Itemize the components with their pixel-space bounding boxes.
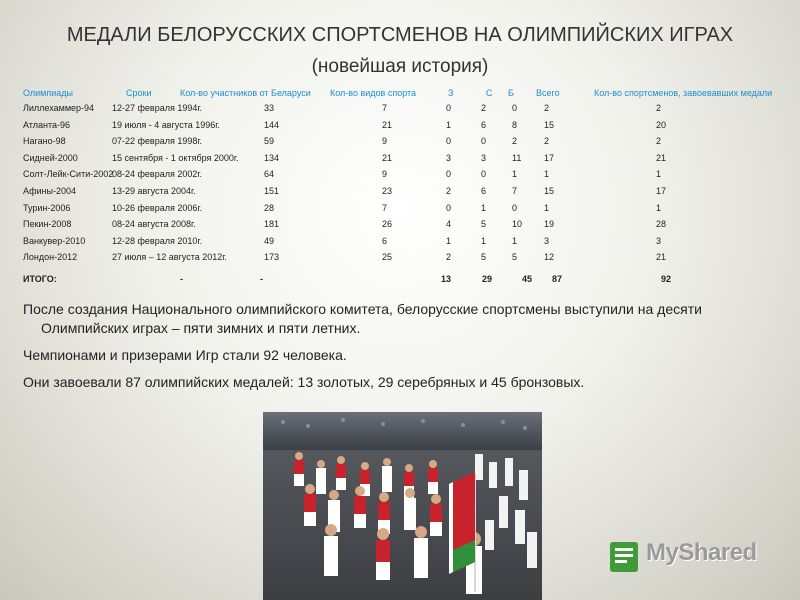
cell-gold: 0 xyxy=(446,169,452,180)
cell-dates: 19 июля - 4 августа 1996г. xyxy=(112,119,220,130)
cell-sports: 21 xyxy=(382,119,393,130)
cell-gold: 2 xyxy=(446,186,452,196)
cell-sports: 26 xyxy=(382,219,393,230)
cell-sports: 9 xyxy=(382,169,388,180)
cell-bronze: 8 xyxy=(512,119,518,130)
cell-games: Лондон-2012 xyxy=(23,252,78,263)
myshared-logo-text: MyShared xyxy=(646,539,757,566)
cell-medalists: 21 xyxy=(656,252,667,263)
cell-total: 2 xyxy=(544,136,550,147)
cell-games: Сидней-2000 xyxy=(23,152,78,163)
cell-sports: 6 xyxy=(382,235,388,246)
cell-dates: 12-28 февраля 2010г. xyxy=(112,235,203,246)
cell-participants: 59 xyxy=(264,136,275,147)
cell-bronze: 7 xyxy=(512,186,518,196)
cell-total: 17 xyxy=(544,152,555,163)
cell-games: Ванкувер-2010 xyxy=(23,235,86,246)
header-dates: Сроки xyxy=(126,88,152,98)
slide-title: МЕДАЛИ БЕЛОРУССКИХ СПОРТСМЕНОВ НА ОЛИМПИЙСКИХ ИГРАХ xyxy=(66,24,734,46)
cell-games: Афины-2004 xyxy=(23,186,76,196)
cell-gold: 0 xyxy=(446,103,452,113)
cell-silver: 6 xyxy=(481,119,487,130)
totals-bronze: 45 xyxy=(522,274,533,284)
cell-medalists: 2 xyxy=(656,136,662,147)
cell-dates: 15 сентября - 1 октября 2000г. xyxy=(112,152,239,163)
cell-total: 15 xyxy=(544,186,555,196)
parade-illustration xyxy=(263,412,542,600)
cell-medalists: 20 xyxy=(656,119,667,130)
cell-dates: 27 июля – 12 августа 2012г. xyxy=(112,252,227,263)
olympic-parade-photo xyxy=(263,412,542,600)
cell-total: 15 xyxy=(544,119,555,130)
totals-participants: - xyxy=(180,274,183,284)
cell-sports: 7 xyxy=(382,103,388,113)
cell-total: 12 xyxy=(544,252,555,263)
cell-silver: 1 xyxy=(481,202,487,213)
cell-games: Турин-2006 xyxy=(23,202,71,213)
cell-sports: 7 xyxy=(382,202,388,213)
cell-participants: 28 xyxy=(264,202,275,213)
cell-silver: 6 xyxy=(481,186,487,196)
cell-total: 1 xyxy=(544,202,550,213)
cell-medalists: 1 xyxy=(656,202,662,213)
header-games: Олимпиады xyxy=(23,88,73,98)
cell-gold: 1 xyxy=(446,235,452,246)
cell-participants: 181 xyxy=(264,219,280,230)
cell-games: Пекин-2008 xyxy=(23,219,72,230)
totals-label: ИТОГО: xyxy=(23,274,57,284)
paragraph-3: Они завоевали 87 олимпийских медалей: 13 золотых, 29 серебряных и 45 бронзовых. xyxy=(23,374,585,390)
cell-games: Солт-Лейк-Сити-2002 xyxy=(23,169,114,180)
header-participants: Кол-во участников от Беларуси xyxy=(180,88,311,98)
cell-silver: 3 xyxy=(481,152,487,163)
cell-silver: 5 xyxy=(481,219,487,230)
cell-participants: 144 xyxy=(264,119,280,130)
cell-gold: 1 xyxy=(446,119,452,130)
cell-silver: 2 xyxy=(481,103,487,113)
cell-participants: 49 xyxy=(264,235,275,246)
cell-dates: 07-22 февраля 1998г. xyxy=(112,136,203,147)
cell-silver: 0 xyxy=(481,136,487,147)
cell-gold: 0 xyxy=(446,136,452,147)
cell-medalists: 3 xyxy=(656,235,662,246)
cell-participants: 33 xyxy=(264,103,275,113)
cell-bronze: 10 xyxy=(512,219,523,230)
cell-total: 1 xyxy=(544,169,550,180)
cell-bronze: 1 xyxy=(512,235,518,246)
header-gold: З xyxy=(448,88,454,98)
header-sports: Кол-во видов спорта xyxy=(330,88,417,98)
cell-dates: 08-24 августа 2008г. xyxy=(112,219,196,230)
cell-bronze: 0 xyxy=(512,103,518,113)
cell-dates: 12-27 февраля 1994г. xyxy=(112,103,203,113)
cell-games: Лиллехаммер-94 xyxy=(23,103,95,113)
cell-participants: 173 xyxy=(264,252,280,263)
cell-total: 19 xyxy=(544,219,555,230)
totals-sports: - xyxy=(260,274,263,284)
cell-sports: 9 xyxy=(382,136,388,147)
header-total: Всего xyxy=(536,88,560,98)
cell-sports: 21 xyxy=(382,152,393,163)
totals-silver: 29 xyxy=(482,274,493,284)
cell-gold: 3 xyxy=(446,152,452,163)
cell-bronze: 2 xyxy=(512,136,518,147)
cell-bronze: 5 xyxy=(512,252,518,263)
cell-games: Атланта-96 xyxy=(23,119,70,130)
cell-medalists: 1 xyxy=(656,169,662,180)
cell-dates: 08-24 февраля 2002г. xyxy=(112,169,203,180)
totals-medalists: 92 xyxy=(661,274,672,284)
cell-dates: 10-26 февраля 2006г. xyxy=(112,202,203,213)
totals-total: 87 xyxy=(552,274,563,284)
cell-participants: 64 xyxy=(264,169,275,180)
cell-gold: 4 xyxy=(446,219,452,230)
header-bronze: Б xyxy=(508,88,514,98)
cell-gold: 0 xyxy=(446,202,452,213)
cell-medalists: 2 xyxy=(656,103,662,113)
cell-medalists: 21 xyxy=(656,152,667,163)
header-medalists: Кол-во спортсменов, завоевавших медали xyxy=(594,88,773,98)
myshared-logo-icon xyxy=(606,538,646,578)
cell-gold: 2 xyxy=(446,252,452,263)
cell-bronze: 1 xyxy=(512,169,518,180)
cell-total: 2 xyxy=(544,103,550,113)
cell-bronze: 0 xyxy=(512,202,518,213)
totals-gold: 13 xyxy=(441,274,452,284)
paragraph-1: После создания Национального олимпийского комитета, белорусские спортсмены выступили на десяти Олимпийских играх – пяти зимних и пяти летних. xyxy=(23,301,702,336)
slide-subtitle: (новейшая история) xyxy=(311,56,489,77)
cell-sports: 25 xyxy=(382,252,393,263)
cell-silver: 0 xyxy=(481,169,487,180)
cell-medalists: 28 xyxy=(656,219,667,230)
cell-silver: 1 xyxy=(481,235,487,246)
cell-sports: 23 xyxy=(382,186,393,196)
cell-participants: 134 xyxy=(264,152,280,163)
cell-participants: 151 xyxy=(264,186,280,196)
header-silver: С xyxy=(486,88,493,98)
cell-medalists: 17 xyxy=(656,186,667,196)
cell-bronze: 11 xyxy=(512,152,522,163)
cell-silver: 5 xyxy=(481,252,487,263)
cell-dates: 13-29 августа 2004г. xyxy=(112,186,196,196)
cell-games: Нагано-98 xyxy=(23,136,66,147)
cell-total: 3 xyxy=(544,235,550,246)
paragraph-2: Чемпионами и призерами Игр стали 92 человека. xyxy=(23,347,347,363)
